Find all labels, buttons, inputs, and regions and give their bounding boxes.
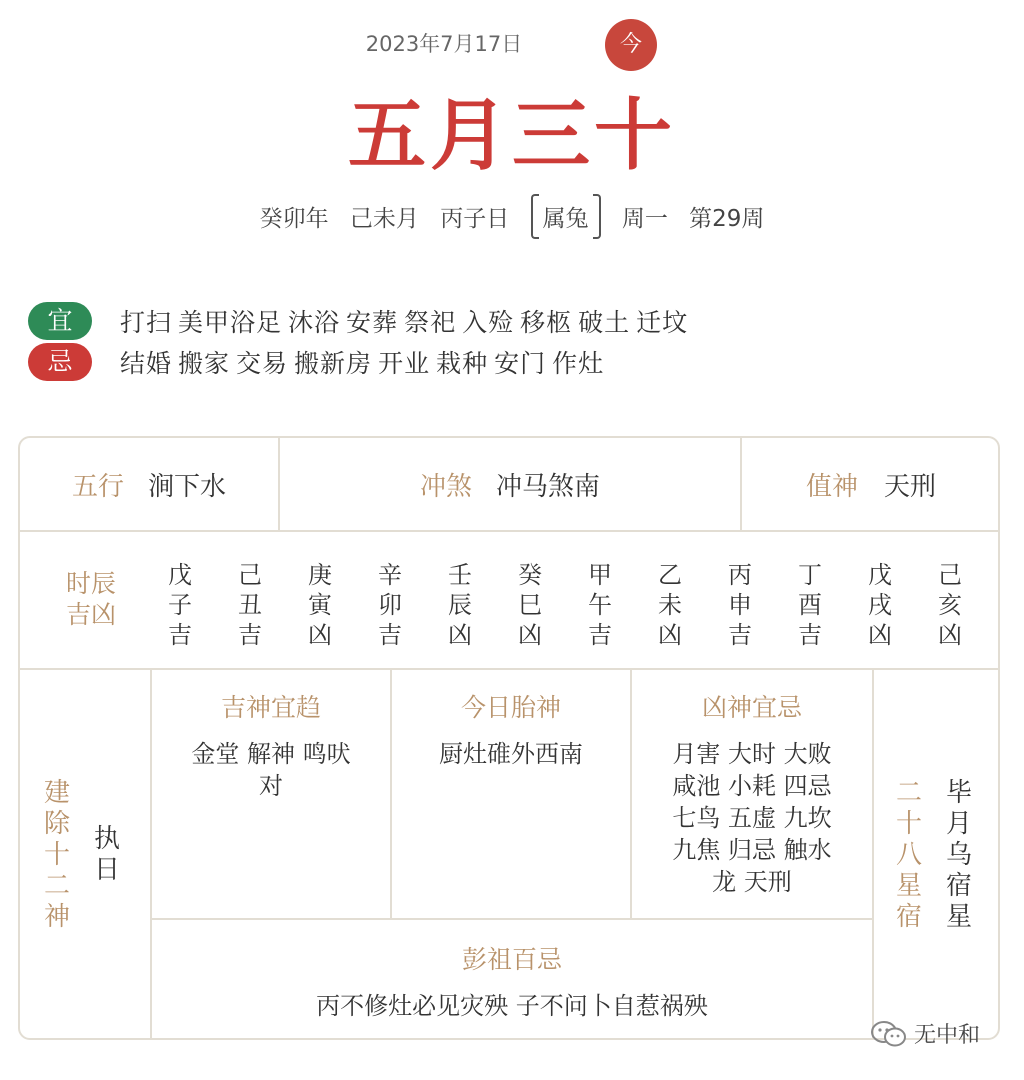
- hour-luck: 凶: [518, 621, 542, 649]
- jishen-cell: [152, 688, 390, 802]
- xingxiu-value-char: 星: [945, 902, 972, 932]
- hour-gan: 甲: [588, 561, 612, 589]
- hour-zhi: 丑: [238, 591, 262, 619]
- pengzu-cell: [152, 940, 872, 1022]
- xiongshen-line: 月害 大时 大败: [672, 740, 832, 768]
- xiongshen-line: 咸池 小耗 四忌: [672, 772, 832, 800]
- hour-gan: 己: [938, 561, 962, 589]
- almanac-panel: [18, 436, 1000, 1040]
- hour-luck: 凶: [308, 621, 332, 649]
- ganzhi-line: [112, 200, 912, 233]
- xingxiu-value-char: 乌: [945, 840, 972, 870]
- hour-luck: 吉: [798, 621, 822, 649]
- pengzu-text: 丙不修灶必见灾殃 子不问卜自惹祸殃: [316, 992, 708, 1020]
- hour-gan: 辛: [378, 561, 402, 589]
- jishen-line: 对: [259, 772, 283, 800]
- xingxiu-char: 二: [895, 778, 922, 808]
- yi-item: 迁坟: [636, 308, 689, 337]
- jianchu-char: 除: [43, 809, 70, 839]
- xingxiu-value-char: 月: [945, 809, 972, 839]
- jianchu-char: 十: [43, 840, 70, 870]
- hour-luck: 凶: [938, 621, 962, 649]
- divider: [150, 918, 872, 920]
- ji-item: 结婚: [120, 349, 173, 378]
- xiongshen-line: 龙 天刑: [712, 868, 792, 896]
- jianchu-value-char: 执: [93, 824, 120, 854]
- xingxiu-value-char: 宿: [945, 871, 972, 901]
- week-number: 第29周: [689, 206, 765, 232]
- yi-item: 破土: [578, 308, 631, 337]
- hour-zhi: 巳: [518, 591, 542, 619]
- xingxiu-char: 十: [895, 809, 922, 839]
- wuxing-value: 涧下水: [148, 471, 227, 502]
- hours-label-line: 时辰: [65, 569, 116, 598]
- ji-item: 交易: [236, 349, 289, 378]
- hour-luck: 吉: [588, 621, 612, 649]
- hour-luck: 凶: [448, 621, 472, 649]
- divider: [20, 668, 1000, 670]
- xingxiu-value-char: 毕: [945, 778, 972, 808]
- divider: [872, 668, 874, 1040]
- zodiac-badge: [531, 200, 601, 233]
- ji-item: 作灶: [552, 349, 605, 378]
- hour-gan: 庚: [308, 561, 332, 589]
- xiongshen-line: 九焦 归忌 触水: [672, 836, 832, 864]
- hour-zhi: 未: [658, 591, 682, 619]
- yi-badge: 宜: [28, 302, 92, 340]
- hour-zhi: 戌: [868, 591, 892, 619]
- ji-items: [120, 344, 610, 380]
- xingxiu-char: 宿: [895, 902, 922, 932]
- zhishen-value: 天刑: [884, 471, 937, 502]
- hour-column: [720, 560, 760, 650]
- weekday: 周一: [621, 206, 668, 232]
- hour-column: [230, 560, 270, 650]
- day-ganzhi: 丙子日: [440, 206, 510, 232]
- yi-items: [120, 303, 694, 339]
- hour-column: [440, 560, 480, 650]
- hour-zhi: 酉: [798, 591, 822, 619]
- xingxiu-char: 八: [895, 840, 922, 870]
- hour-luck: 吉: [728, 621, 752, 649]
- lunar-date: 五月三十: [347, 90, 676, 181]
- hour-zhi: 午: [588, 591, 612, 619]
- yi-item: 移柩: [520, 308, 573, 337]
- hour-zhi: 子: [168, 591, 192, 619]
- yi-item: 美甲浴足: [178, 308, 283, 337]
- pengzu-title: 彭祖百忌: [461, 945, 562, 974]
- ji-item: 搬家: [178, 349, 231, 378]
- ji-item: 栽种: [436, 349, 489, 378]
- yi-item: 祭祀: [404, 308, 457, 337]
- hour-zhi: 卯: [378, 591, 402, 619]
- year-ganzhi: 癸卯年: [259, 206, 329, 232]
- hour-column: [790, 560, 830, 650]
- hour-zhi: 申: [728, 591, 752, 619]
- hour-column: [580, 560, 620, 650]
- taishen-title: 今日胎神: [460, 693, 561, 722]
- wuxing-label: 五行: [71, 471, 124, 502]
- hour-luck: 吉: [168, 621, 192, 649]
- hours-label-line: 吉凶: [65, 600, 116, 629]
- chongsha-label: 冲煞: [419, 471, 472, 502]
- chongsha-value: 冲马煞南: [496, 471, 601, 502]
- ji-item: 开业: [378, 349, 431, 378]
- zhishen-label: 值神: [805, 471, 858, 502]
- xiongshen-cell: [632, 688, 872, 898]
- header: [0, 0, 1024, 270]
- solar-date: 2023年7月17日: [365, 32, 523, 56]
- hours-label: [56, 568, 126, 630]
- hour-luck: 吉: [378, 621, 402, 649]
- jianchu-char: 二: [43, 871, 70, 901]
- hour-luck: 吉: [238, 621, 262, 649]
- today-button[interactable]: 今: [605, 19, 657, 71]
- hour-zhi: 辰: [448, 591, 472, 619]
- hour-column: [930, 560, 970, 650]
- xingxiu-value: [942, 778, 976, 933]
- taishen-cell: [392, 688, 630, 770]
- xiongshen-body: [632, 738, 872, 898]
- hour-gan: 己: [238, 561, 262, 589]
- xingxiu-label: [892, 778, 926, 933]
- wechat-icon: [870, 1020, 908, 1048]
- hour-gan: 乙: [658, 561, 682, 589]
- jishen-body: [152, 738, 390, 802]
- yi-item: 打扫: [120, 308, 173, 337]
- hour-gan: 丁: [798, 561, 822, 589]
- jishen-title: 吉神宜趋: [220, 693, 321, 722]
- divider: [20, 530, 1000, 532]
- ji-row: [28, 343, 610, 381]
- zodiac-label: 属兔: [542, 206, 589, 232]
- hour-gan: 丙: [728, 561, 752, 589]
- hour-column: [650, 560, 690, 650]
- hour-gan: 戊: [168, 561, 192, 589]
- taishen-body: [392, 738, 630, 770]
- xiongshen-line: 七鸟 五虚 九坎: [672, 804, 832, 832]
- taishen-line: 厨灶碓外西南: [439, 740, 583, 768]
- jianchu-value-char: 日: [93, 855, 120, 885]
- xiongshen-title: 凶神宜忌: [701, 693, 802, 722]
- hour-column: [860, 560, 900, 650]
- watermark: [870, 1018, 980, 1049]
- ji-item: 搬新房: [294, 349, 373, 378]
- jianchu-label: [40, 778, 74, 933]
- watermark-text: 无中和: [914, 1023, 981, 1048]
- hour-gan: 戊: [868, 561, 892, 589]
- jianchu-char: 建: [43, 778, 70, 808]
- hour-zhi: 亥: [938, 591, 962, 619]
- hour-column: [300, 560, 340, 650]
- hour-zhi: 寅: [308, 591, 332, 619]
- hour-gan: 癸: [518, 561, 542, 589]
- hour-column: [160, 560, 200, 650]
- yi-item: 安葬: [346, 308, 399, 337]
- hour-column: [370, 560, 410, 650]
- jianchu-char: 神: [43, 902, 70, 932]
- chongsha-cell: [280, 438, 740, 530]
- jianchu-value: [90, 824, 124, 886]
- hour-gan: 壬: [448, 561, 472, 589]
- month-ganzhi: 己未月: [349, 206, 419, 232]
- hour-column: [510, 560, 550, 650]
- ji-item: 安门: [494, 349, 547, 378]
- yi-row: [28, 302, 694, 340]
- yi-item: 入殓: [462, 308, 515, 337]
- yi-item: 沐浴: [288, 308, 341, 337]
- wuxing-cell: [20, 438, 278, 530]
- zhishen-cell: [742, 438, 1000, 530]
- ji-badge: 忌: [28, 343, 92, 381]
- jishen-line: 金堂 解神 鸣吠: [191, 740, 351, 768]
- hour-luck: 凶: [868, 621, 892, 649]
- xingxiu-char: 星: [895, 871, 922, 901]
- hour-luck: 凶: [658, 621, 682, 649]
